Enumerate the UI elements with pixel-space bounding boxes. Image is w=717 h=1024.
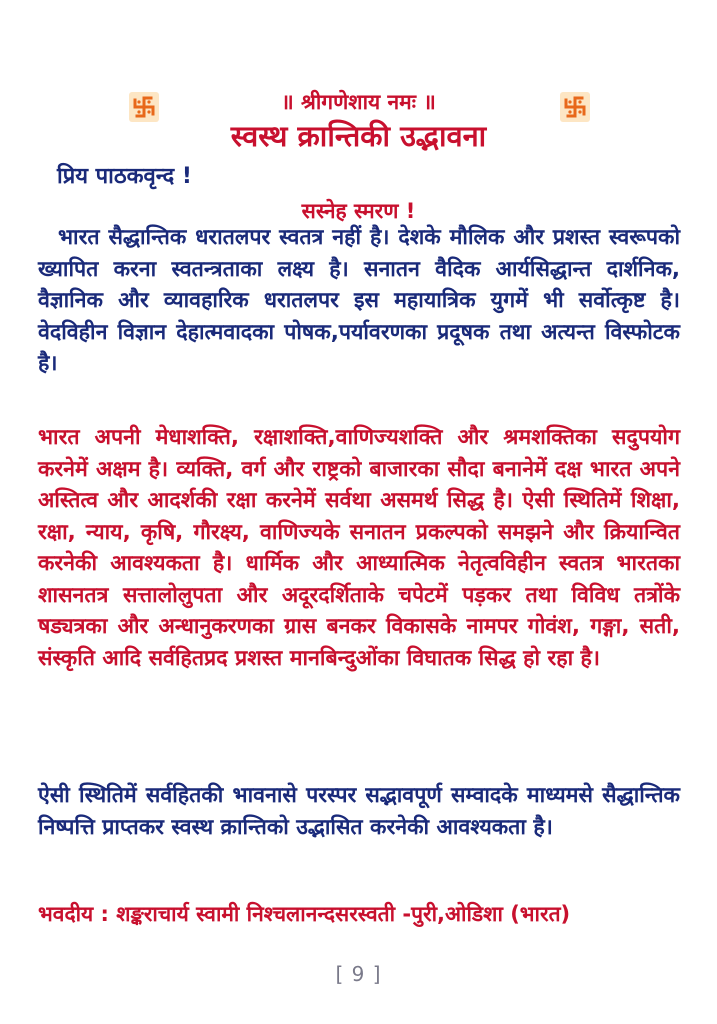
paragraph-3: ऐसी स्थितिमें सर्वहितकी भावनासे परस्पर सद्भावपूर्ण सम्वादके माध्यमसे सैद्धान्तिक निष्पत्ति प्राप्तकर स्वस्थ क्रान्तिको उद्भासित करनेकी आवश्यकता है।: [38, 783, 680, 840]
invocation-line: ॥ श्रीगणेशाय नमः ॥: [281, 90, 436, 114]
paragraph-2: भारत अपनी मेधाशक्ति, रक्षाशक्ति,वाणिज्यशक्ति और श्रमशक्तिका सदुपयोग करनेमें अक्षम है। व्यक्ति, वर्ग और राष्ट्रको बाजारका सौदा बनानेमें दक्ष भारत अपने अस्तित्व और आदर्शकी रक्षा करनेमें सर्वथा असमर्थ सिद्ध है। ऐसी स्थितिमें शिक्षा, रक्षा, न्याय, कृषि, गौरक्ष्य, वाणिज्यके सनातन प्रकल्पको समझने और क्रियान्वित करनेकी आवश्यकता है। धार्मिक और आध्यात्मिक नेतृत्वविहीन स्वतत्र भारतका शासनतत्र सत्तालोलुपता और अदूरदर्शिताके चपेटमें पड़कर तथा विविध तत्रोंके षड्यत्रका और अन्धानुकरणका ग्रास बनकर विकासके नामपर गोवंश, गङ्गा, सती, संस्कृति आदि सर्वहितप्रद प्रशस्त मानबिन्दुओंका विघातक सिद्ध हो रहा है।: [38, 425, 680, 671]
page-number: [ 9 ]: [335, 962, 382, 986]
subheading: सस्नेह स्मरण !: [301, 199, 416, 223]
page-title: स्वस्थ क्रान्तिकी उद्भावना: [230, 119, 487, 153]
paragraph-1: भारत सैद्धान्तिक धरातलपर स्वतत्र नहीं है। देशके मौलिक और प्रशस्त स्वरूपको ख्यापित करना स्वतन्त्रताका लक्ष्य है। सनातन वैदिक आर्यसिद्धान्त दार्शनिक, वैज्ञानिक और व्यावहारिक धरातलपर इस महायात्रिक युगमें भी सर्वोत्कृष्ट है। वेदविहीन विज्ञान देहात्मवादका पोषक,पर्यावरणका प्रदूषक तथा अत्यन्त विस्फोटक है।: [38, 225, 680, 376]
salutation: प्रिय पाठकवृन्द !: [57, 164, 192, 189]
signature: भवदीय : शङ्कराचार्य स्वामी निश्चलानन्दसरस्वती -पुरी,ओडिशा (भारत): [38, 902, 571, 926]
